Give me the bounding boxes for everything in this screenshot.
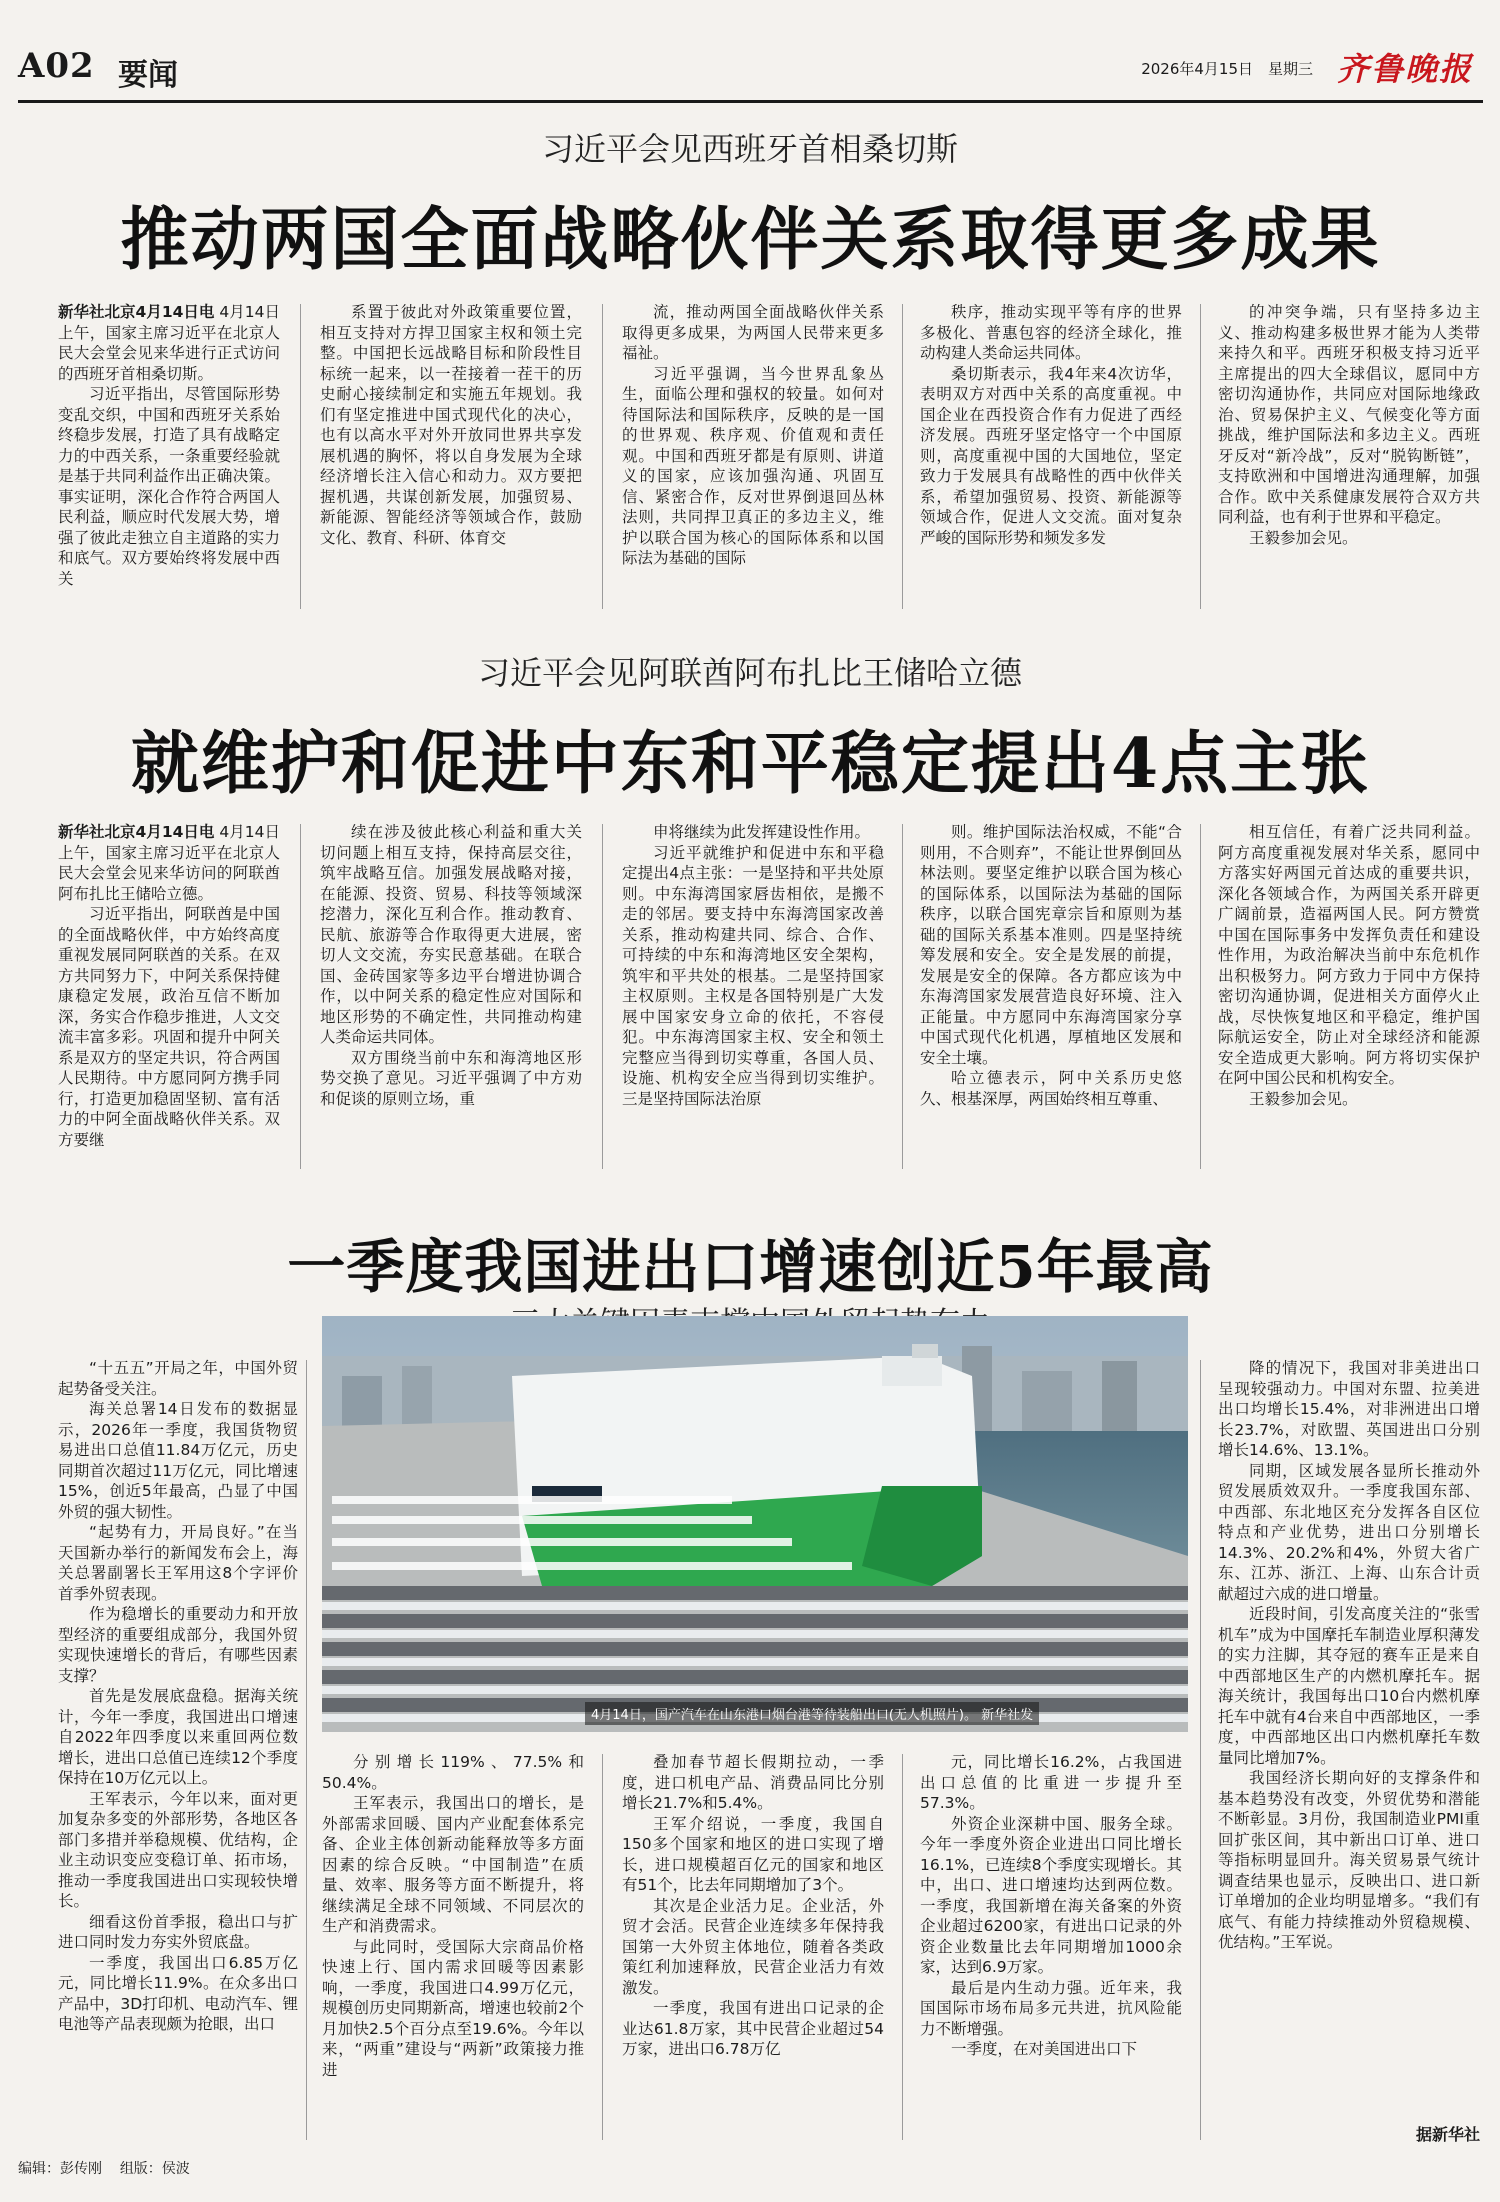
news-photo-port-cars (322, 1316, 1188, 1732)
paragraph: 王毅参加会见。 (1249, 1089, 1358, 1108)
paragraph: 习近平指出，尽管国际形势变乱交织，中国和西班牙关系始终稳步发展，打造了具有战略定力的中西关系，一条重要经验就是基于共同利益作出正确决策。事实证明，深化合作符合两国人民利益，顺应时代发展大势，增强了彼此走独立自主道路的实力和底气。双方要始终将发展中西关 (58, 385, 280, 588)
column-divider (1200, 824, 1201, 1169)
article2-column-1 (58, 822, 280, 1174)
masthead (18, 40, 1483, 96)
paragraph: 其次是企业活力足。企业活，外贸才会活。民营企业连续多年保持我国第一大外贸主体地位，随着各类政策红利加速释放，民营企业活力有效激发。 (622, 1896, 884, 1997)
article1-headline: 推动两国全面战略伙伴关系取得更多成果 (120, 200, 1381, 280)
paper-logo: 齐鲁晚报 (1336, 50, 1473, 88)
column-divider (1200, 1360, 1201, 2140)
paragraph: 流，推动两国全面战略伙伴关系取得更多成果，为两国人民带来更多福祉。 (622, 303, 884, 362)
paragraph: 最后是内生动力强。近年来，我国国际市场布局多元共进，抗风险能力不断增强。 (920, 1978, 1182, 2038)
article1-column-1 (58, 302, 280, 612)
paragraph: 续在涉及彼此核心利益和重大关切问题上相互支持，保持高层交往，筑牢战略互信。加强发展战略对接，在能源、投资、贸易、科技等领域深挖潜力，深化互利合作。推动教育、民航、旅游等合作取得更大进展，密切人文交流，夯实民意基础。在联合国、金砖国家等多边平台增进协调合作，以中阿关系的稳定性应对国际和地区形势的不确定性，共同推动构建人类命运共同体。 (320, 823, 582, 1046)
layout-credit: 组版：侯波 (119, 2161, 190, 2177)
article3-column-5 (1218, 1358, 1480, 2114)
column-divider (602, 824, 603, 1169)
column-divider (306, 1360, 307, 2140)
paragraph: 我国经济长期向好的支撑条件和基本趋势没有改变，外贸优势和潜能不断彰显。3月份，我国制造业PMI重回扩张区间，其中新出口订单、进口等指标明显回升。海关贸易景气统计调查结果也显示，反映出口、进口新订单增加的企业均明显增多。“我们有底气、有能力持续推动外贸稳规模、优结构。”王军说。 (1218, 1769, 1480, 1951)
paragraph: 同期，区域发展各显所长推动外贸发展质效双升。一季度我国东部、中西部、东北地区充分发挥各自区位特点和产业优势，进出口分别增长14.3%、20.2%和4%，外贸大省广东、江苏、浙江、上海、山东合计贡献超过六成的进口增量。 (1218, 1461, 1480, 1603)
paragraph: 细看这份首季报，稳出口与扩进口同时发力夯实外贸底盘。 (58, 1912, 298, 1951)
section-number: A02 (18, 46, 95, 86)
paragraph: 元，同比增长16.2%，占我国进出口总值的比重进一步提升至57.3%。 (920, 1753, 1182, 1812)
article3-column-3 (622, 1752, 884, 2142)
masthead-rule (18, 100, 1483, 103)
paragraph: 新华社北京4月14日电 4月14日上午，国家主席习近平在北京人民大会堂会见来华访问的阿联酋阿布扎比王储哈立德。 (58, 823, 280, 903)
paragraph: 作为稳增长的重要动力和开放型经济的重要组成部分，我国外贸实现快速增长的背后，有哪些因素支撑？ (58, 1605, 298, 1685)
article1-column-4 (920, 302, 1182, 612)
paragraph: 新华社北京4月14日电 4月14日上午，国家主席习近平在北京人民大会堂会见来华进行正式访问的西班牙首相桑切斯。 (58, 303, 280, 383)
paragraph: 王军介绍说，一季度，我国自150多个国家和地区的进口实现了增长，进口规模超百亿元的国家和地区有51个，比去年同期增加了3个。 (622, 1814, 884, 1894)
issue-weekday: 星期三 (1267, 60, 1313, 78)
article1-column-5 (1218, 302, 1480, 612)
section-name: 要闻 (118, 58, 178, 93)
paragraph: “起势有力，开局良好。”在当天国新办举行的新闻发布会上，海关总署副署长王军用这8个字评价首季外贸表现。 (58, 1523, 298, 1603)
paragraph: 与此同时，受国际大宗商品价格快速上行、国内需求回暖等因素影响，一季度，我国进口4.99万亿元，规模创历史同期新高，增速也较前2个月加快2.5个百分点至19.6%。今年以来，“两重”建设与“两新”政策接力推进 (322, 1937, 584, 2079)
paragraph: 秩序，推动实现平等有序的世界多极化、普惠包容的经济全球化，推动构建人类命运共同体。 (920, 303, 1182, 362)
paragraph: 相互信任，有着广泛共同利益。阿方高度重视发展对华关系，愿同中方落实好两国元首达成的重要共识，深化各领域合作，为两国关系开辟更广阔前景，造福两国人民。阿方赞赏中国在国际事务中发挥负责任和建设性作用，为政治解决当前中东危机作出积极努力。阿方致力于同中方保持密切沟通协调，促进相关方面停火止战，尽快恢复地区和平稳定，维护国际航运安全，防止对全球经济和能源安全造成更大影响。阿方将切实保护在阿中国公民和机构安全。 (1218, 823, 1480, 1087)
paragraph: 习近平指出，阿联酋是中国的全面战略伙伴，中方始终高度重视发展同阿联酋的关系。在双方共同努力下，中阿关系保持健康稳定发展，政治互信不断加深，务实合作稳步推进，人文交流丰富多彩。巩固和提升中阿关系是双方的坚定共识，符合两国人民期待。中方愿同阿方携手同行，打造更加稳固坚韧、富有活力的中阿全面战略伙伴关系。双方要继 (58, 905, 280, 1149)
paragraph: 王军表示，今年以来，面对更加复杂多变的外部形势，各地区各部门多措并举稳规模、优结构，企业主动识变应变稳订单、拓市场，推动一季度我国进出口实现较快增长。 (58, 1789, 298, 1910)
article2-column-4 (920, 822, 1182, 1174)
dateline: 新华社北京4月14日电 (58, 303, 215, 321)
issue-date: 2026年4月15日 (1141, 60, 1253, 78)
paragraph: 叠加春节超长假期拉动，一季度，进口机电产品、消费品同比分别增长21.7%和5.4%。 (622, 1753, 884, 1812)
paragraph: “十五五”开局之年，中国外贸起势备受关注。 (58, 1359, 298, 1398)
paragraph: 近段时间，引发高度关注的“张雪机车”成为中国摩托车制造业厚积薄发的实力注脚，其夺冠的赛车正是来自中西部地区生产的内燃机摩托车。据海关统计，我国每出口10台内燃机摩托车中就有4台来自中西部地区，一季度，中西部地区出口内燃机摩托车数量同比增加7%。 (1218, 1605, 1480, 1767)
dateline: 新华社北京4月14日电 (58, 823, 215, 841)
footer-credits (18, 2158, 190, 2178)
article3-signature: 据新华社 (1415, 2125, 1480, 2144)
paragraph: 一季度，我国出口6.85万亿元，同比增长11.9%。在众多出口产品中，3D打印机、电动汽车、锂电池等产品表现颇为抢眼，出口 (58, 1953, 298, 2033)
paragraph: 外资企业深耕中国、服务全球。今年一季度外资企业进出口同比增长16.1%，已连续8个季度实现增长。其中，出口、进口增速均达到两位数。一季度，我国新增在海关备案的外资企业超过6200家，有进出口记录的外资企业数量比去年同期增加1000余家，达到6.9万家。 (920, 1814, 1182, 1976)
column-divider (300, 824, 301, 1169)
article2-column-2 (320, 822, 582, 1174)
paragraph: 降的情况下，我国对非美进出口呈现较强动力。中国对东盟、拉美进出口均增长15.4%，对非洲进出口增长23.7%，对欧盟、英国进出口分别增长14.6%、13.1%。 (1218, 1359, 1480, 1459)
article2-kicker: 习近平会见阿联酋阿布扎比王储哈立德 (477, 654, 1022, 692)
paragraph: 习近平就维护和促进中东和平稳定提出4点主张：一是坚持和平共处原则。中东海湾国家唇齿相依，是搬不走的邻居。要支持中东海湾国家改善关系，推动构建共同、综合、合作、可持续的中东和海湾地区安全架构，筑牢和平共处的根基。二是坚持国家主权原则。主权是各国特别是广大发展中国家安身立命的依托，不容侵犯。中东海湾国家主权、安全和领土完整应当得到切实尊重，各国人员、设施、机构安全应当得到切实维护。三是坚持国际法治原 (622, 843, 884, 1108)
paragraph: 则。维护国际法治权威，不能“合则用，不合则弃”，不能让世界倒回丛林法则。要坚定维护以联合国为核心的国际体系，以国际法为基础的国际秩序，以联合国宪章宗旨和原则为基础的国际关系基本准则。四是坚持统筹发展和安全。安全是发展的前提，发展是安全的保障。各方都应该为中东海湾国家发展营造良好环境、注入正能量。中方愿同中东海湾国家分享中国式现代化机遇，厚植地区发展和安全土壤。 (920, 823, 1182, 1067)
paragraph: 系置于彼此对外政策重要位置，相互支持对方捍卫国家主权和领土完整。中国把长远战略目标和阶段性目标统一起来，以一茬接着一茬干的历史耐心接续制定和实施五年规划。我们有坚定推进中国式现代化的决心，也有以高水平对外开放同世界共享发展机遇的胸怀，将以自身发展为全球经济增长注入信心和动力。双方要把握机遇，共谋创新发展，加强贸易、新能源、智能经济等领域合作，鼓励文化、教育、科研、体育交 (320, 303, 582, 547)
paragraph: 一季度，我国有进出口记录的企业达61.8万家，其中民营企业超过54万家，进出口6.78万亿 (622, 1999, 884, 2058)
article3-headline: 一季度我国进出口增速创近5年最高 (287, 1233, 1214, 1301)
paragraph: 习近平强调，当今世界乱象丛生，面临公理和强权的较量。如何对待国际法和国际秩序，反映的是一国的世界观、秩序观、价值观和责任观。中国和西班牙都是有原则、讲道义的国家，应该加强沟通、巩固互信、紧密合作，反对世界倒退回丛林法则，共同捍卫真正的多边主义，维护以联合国为核心的国际体系和以国际法为基础的国际 (622, 364, 884, 567)
article1-kicker: 习近平会见西班牙首相桑切斯 (541, 130, 958, 168)
port-ship-illustration (322, 1316, 1188, 1732)
article3-column-4 (920, 1752, 1182, 2142)
column-divider (602, 1754, 603, 2140)
column-divider (1200, 304, 1201, 609)
paragraph: 的冲突争端，只有坚持多边主义、推动构建多极世界才能为人类带来持久和平。西班牙积极支持习近平主席提出的四大全球倡议，愿同中方密切沟通协作，共同应对国际地缘政治、贸易保护主义、气候变化等方面挑战，维护国际法和多边主义。西班牙反对“新冷战”，反对“脱钩断链”，支持欧洲和中国增进沟通理解，加强合作。欧中关系健康发展符合双方共同利益，也有利于世界和平稳定。 (1218, 303, 1480, 526)
article3-column-1 (58, 1358, 298, 2140)
column-divider (902, 1754, 903, 2140)
article1-column-3 (622, 302, 884, 612)
paragraph: 哈立德表示，阿中关系历史悠久、根基深厚，两国始终相互尊重、 (920, 1069, 1182, 1108)
photo-caption: 4月14日，国产汽车在山东港口烟台港等待装船出口(无人机照片)。 新华社发 (585, 1702, 1039, 1725)
paragraph: 海关总署14日发布的数据显示，2026年一季度，我国货物贸易进出口总值11.84万亿元，历史同期首次超过11万亿元，同比增速15%，创近5年最高，凸显了中国外贸的强大韧性。 (58, 1400, 298, 1521)
paragraph: 一季度，在对美国进出口下 (951, 2040, 1138, 2058)
article3-column-2 (322, 1752, 584, 2142)
column-divider (300, 304, 301, 609)
article2-headline: 就维护和促进中东和平稳定提出4点主张 (130, 724, 1371, 804)
paragraph: 首先是发展底盘稳。据海关统计，今年一季度，我国进出口增速自2022年四季度以来重回两位数增长，进出口总值已连续12个季度保持在10万亿元以上。 (58, 1687, 298, 1787)
paragraph: 桑切斯表示，我4年来4次访华，表明双方对西中关系的高度重视。中国企业在西投资合作有力促进了西经济发展。西班牙坚定恪守一个中国原则，高度重视中国的大国地位，坚定致力于发展具有战略性的西中伙伴关系，希望加强贸易、投资、新能源等领域合作，促进人文交流。面对复杂严峻的国际形势和频发多发 (920, 364, 1182, 547)
paragraph: 申将继续为此发挥建设性作用。 (653, 823, 871, 841)
article2-column-5 (1218, 822, 1480, 1174)
column-divider (902, 304, 903, 609)
paragraph: 王军表示，我国出口的增长，是外部需求回暖、国内产业配套体系完备、企业主体创新动能释放等多方面因素的综合反映。“中国制造”在质量、效率、服务等方面不断提升，将继续满足全球不同领域、不同层次的生产和消费需求。 (322, 1794, 584, 1935)
column-divider (902, 824, 903, 1169)
paragraph: 分别增长119%、77.5%和50.4%。 (322, 1753, 584, 1792)
column-divider (602, 304, 603, 609)
article1-column-2 (320, 302, 582, 612)
paragraph: 双方围绕当前中东和海湾地区形势交换了意见。习近平强调了中方劝和促谈的原则立场，重 (320, 1048, 582, 1108)
article2-column-3 (622, 822, 884, 1174)
editor-credit: 编辑：彭传刚 (18, 2161, 102, 2177)
paragraph: 王毅参加会见。 (1249, 528, 1358, 547)
